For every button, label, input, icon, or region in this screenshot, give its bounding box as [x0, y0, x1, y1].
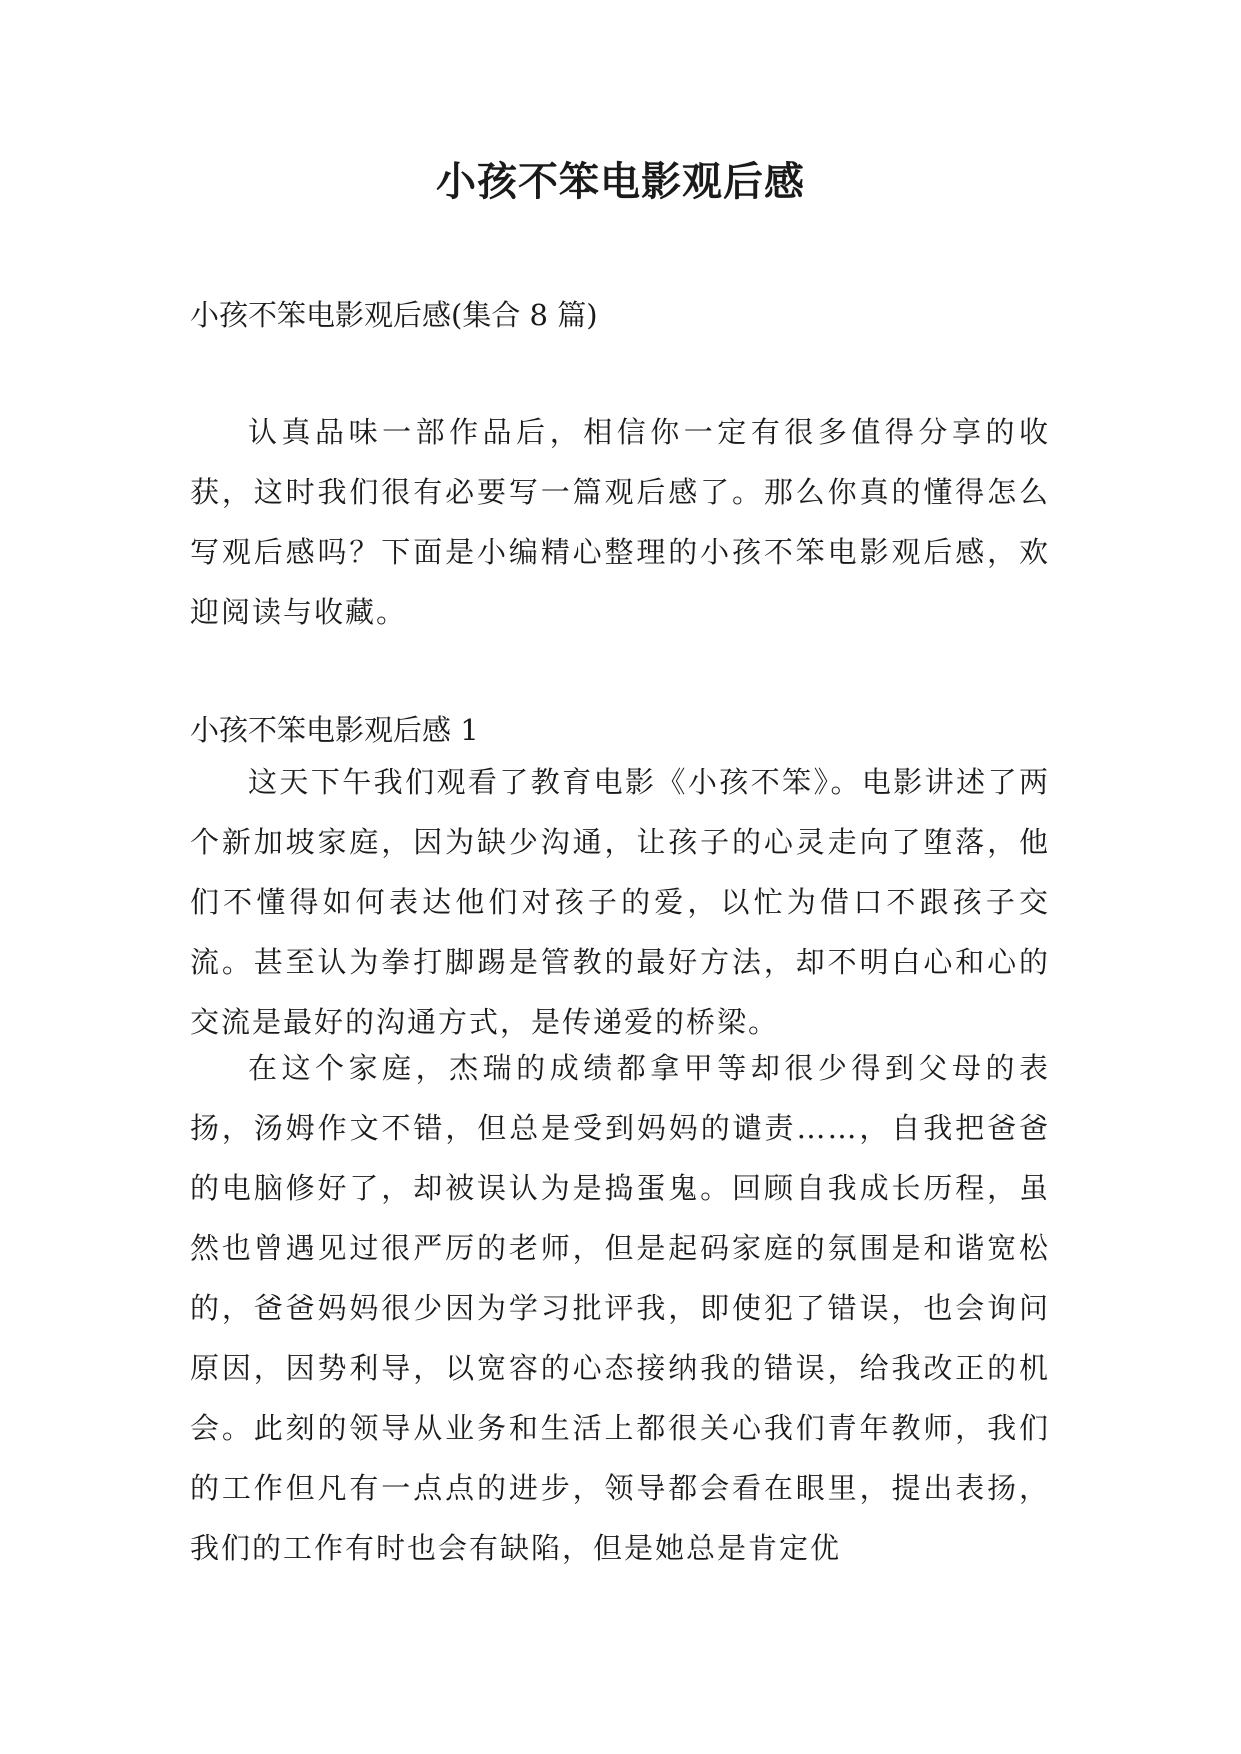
intro-paragraph: 认真品味一部作品后，相信你一定有很多值得分享的收获，这时我们很有必要写一篇观后感了。那么你真的懂得怎么写观后感吗？下面是小编精心整理的小孩不笨电影观后感，欢迎阅读与收藏。 — [190, 415, 1050, 629]
section-heading: 小孩不笨电影观后感 1 — [190, 713, 479, 747]
body-paragraph: 这天下午我们观看了教育电影《小孩不笨》。电影讲述了两个新加坡家庭，因为缺少沟通，让孩子的心灵走向了堕落，他们不懂得如何表达他们对孩子的爱，以忙为借口不跟孩子交流。甚至认为拳打脚踢是管教的最好方法，却不明白心和心的交流是最好的沟通方式，是传递爱的桥梁。 — [190, 765, 1050, 1039]
document-subtitle: 小孩不笨电影观后感(集合 8 篇) — [190, 298, 598, 332]
document-title: 小孩不笨电影观后感 — [436, 158, 805, 205]
body-paragraph: 在这个家庭，杰瑞的成绩都拿甲等却很少得到父母的表扬，汤姆作文不错，但总是受到妈妈的谴责……，自我把爸爸的电脑修好了，却被误认为是捣蛋鬼。回顾自我成长历程，虽然也曾遇见过很严厉的老师，但是起码家庭的氛围是和谐宽松的，爸爸妈妈很少因为学习批评我，即使犯了错误，也会询问原因，因势利导，以宽容的心态接纳我的错误，给我改正的机会。此刻的领导从业务和生活上都很关心我们青年教师，我们的工作但凡有一点点的进步，领导都会看在眼里，提出表扬，我们的工作有时也会有缺陷，但是她总是肯定优 — [190, 1051, 1050, 1565]
